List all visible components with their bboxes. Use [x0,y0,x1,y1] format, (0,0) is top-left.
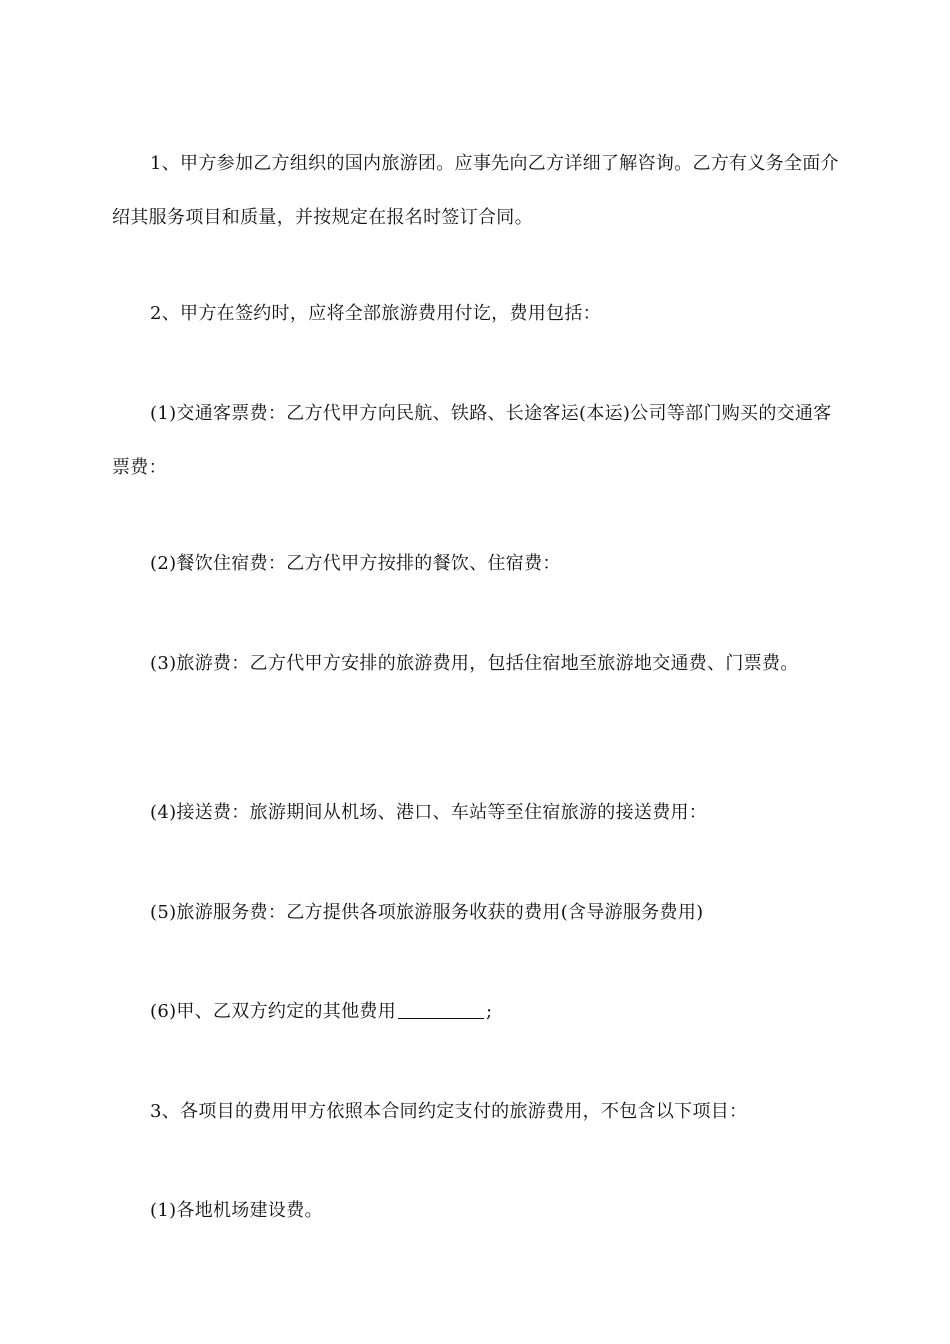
paragraph-1: 1、甲方参加乙方组织的国内旅游团。应事先向乙方详细了解咨询。乙方有义务全面介绍其服务项目和质量，并按规定在报名时签订合同。 [112,153,839,228]
fill-in-blank [398,1000,484,1019]
paragraph-item-5: (5)旅游服务费：乙方提供各项旅游服务收获的费用(含导游服务费用) [150,902,704,923]
paragraph-item-6 [112,985,842,1039]
paragraph-item-3: (3)旅游费：乙方代甲方安排的旅游费用，包括住宿地至旅游地交通费、门票费。 [150,653,799,674]
paragraph-3-item-1: (1)各地机场建设费。 [150,1200,323,1221]
item-6-suffix: ; [486,1001,493,1022]
paragraph-item-4: (4)接送费：旅游期间从机场、港口、车站等至住宿旅游的接送费用： [150,802,708,823]
paragraph-item-2: (2)餐饮住宿费：乙方代甲方按排的餐饮、住宿费： [150,553,561,574]
item-6-text: (6)甲、乙双方约定的其他费用 [150,1001,396,1022]
paragraph-item-1: (1)交通客票费：乙方代甲方向民航、铁路、长途客运(本运)公司等部门购买的交通客票费： [112,403,832,478]
paragraph-2: 2、甲方在签约时，应将全部旅游费用付讫，费用包括： [150,303,601,324]
paragraph-3: 3、各项目的费用甲方依照本合同约定支付的旅游费用，不包含以下项目： [150,1101,748,1122]
